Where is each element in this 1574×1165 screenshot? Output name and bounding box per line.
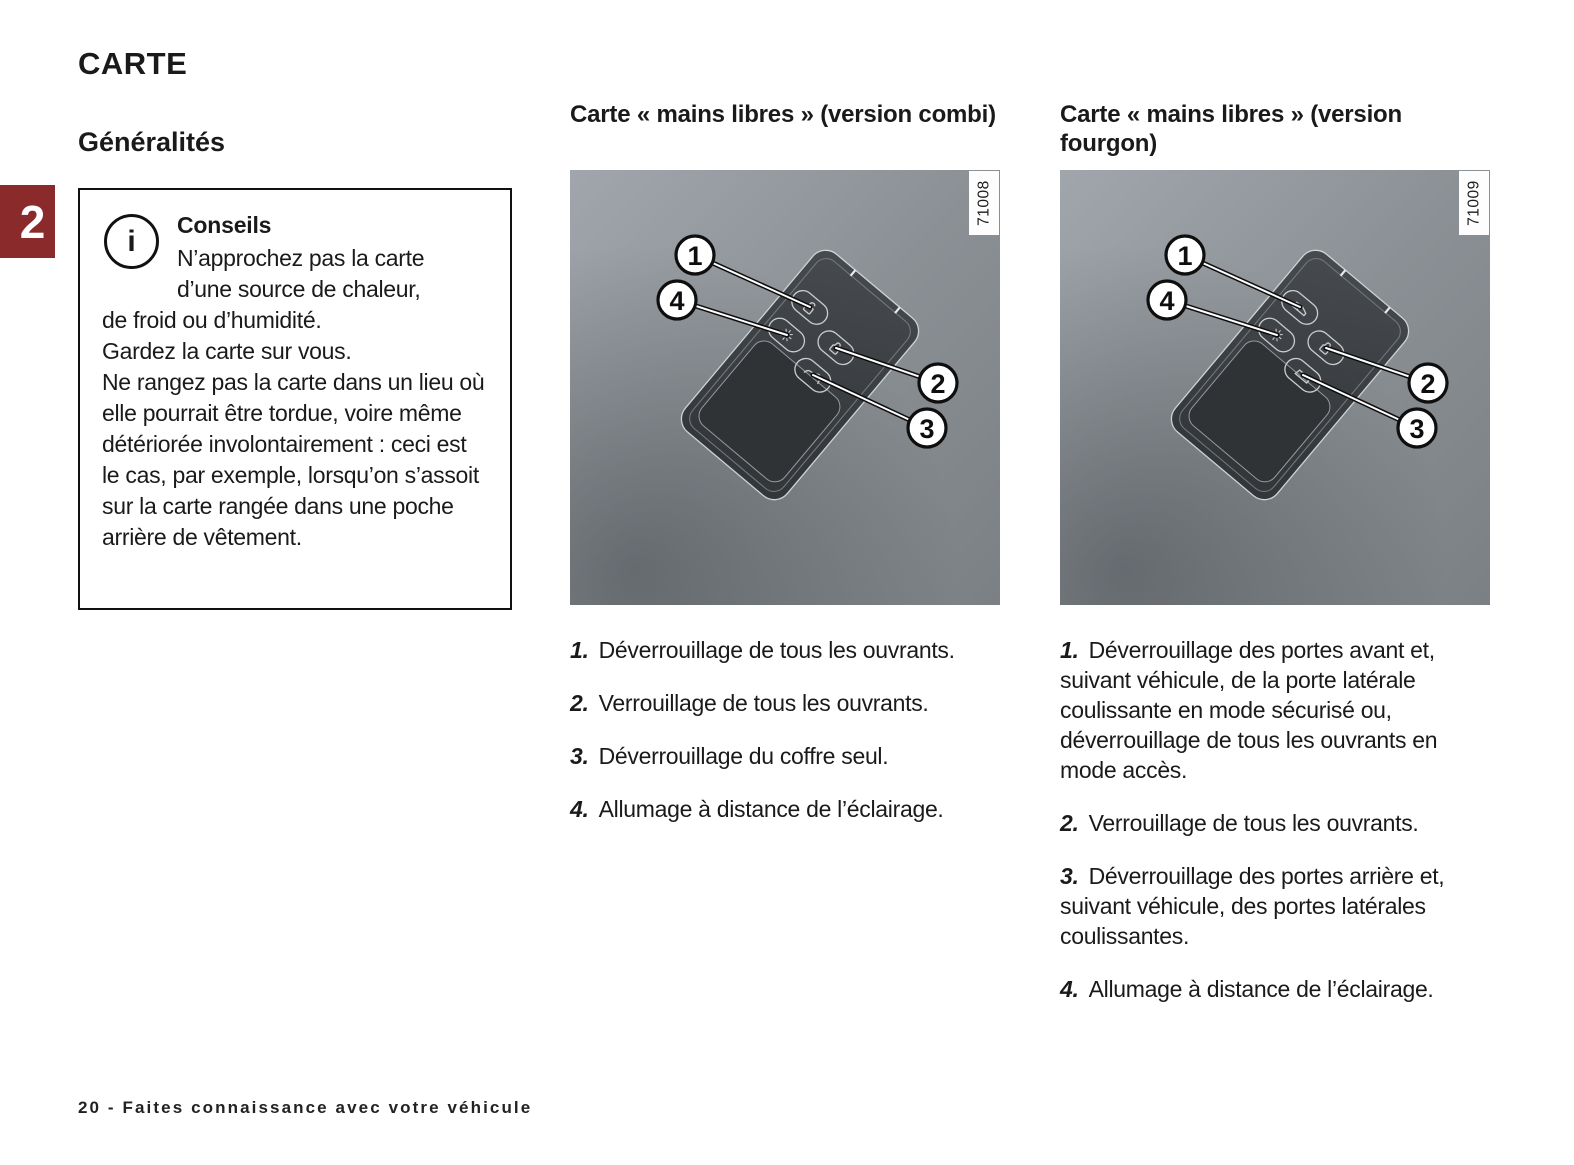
callout-4-label: 4	[669, 286, 685, 316]
tip-text-line: Ne rangez pas la carte dans un lieu où elle pourrait être tordue, voire même détériorée involontairement : ceci est le cas, par exemple, lorsqu’on s’assoit sur la carte rangée dans une poche arrière de vêtement.	[102, 369, 485, 550]
item-number: 4.	[1060, 976, 1079, 1002]
column-heading-combi: Carte « mains libres » (version combi)	[570, 101, 996, 128]
item-number: 3.	[570, 743, 589, 769]
page-title: CARTE	[78, 46, 188, 81]
list-item	[1060, 635, 1496, 785]
keycard-figure-fourgon	[1060, 170, 1490, 605]
tip-box-header	[102, 210, 488, 305]
item-text: Verrouillage de tous les ouvrants.	[1088, 810, 1419, 836]
item-number: 1.	[570, 637, 589, 663]
info-icon: i	[104, 214, 159, 269]
tip-box-title: Conseils	[177, 212, 272, 238]
tip-text-line: N’approchez pas la carte	[177, 245, 425, 271]
list-item	[570, 688, 1002, 718]
item-text: Verrouillage de tous les ouvrants.	[598, 690, 929, 716]
item-text: Déverrouillage du coffre seul.	[598, 743, 889, 769]
section-title: Généralités	[78, 127, 226, 157]
callout-3-label: 3	[919, 414, 935, 444]
column-heading-fourgon: Carte « mains libres » (version fourgon)	[1060, 101, 1402, 157]
list-item	[1060, 861, 1496, 951]
svg-text:71009: 71009	[1465, 180, 1483, 226]
callout-4-label: 4	[1159, 286, 1175, 316]
item-text: Déverrouillage des portes avant et, suivant véhicule, de la porte latérale coulissante en mode sécurisé ou, déverrouillage de tous les ouvrants en mode accès.	[1060, 637, 1438, 783]
keycard-figure-combi	[570, 170, 1000, 605]
item-text: Allumage à distance de l’éclairage.	[598, 796, 944, 822]
list-item	[570, 741, 1002, 771]
callout-1-label: 1	[1177, 241, 1193, 271]
list-item	[1060, 974, 1496, 1004]
tip-box-intro	[177, 210, 424, 305]
keycard-photo-combi	[570, 170, 1000, 605]
chapter-tab: 2	[0, 185, 55, 258]
item-text: Déverrouillage de tous les ouvrants.	[598, 637, 955, 663]
item-text: Allumage à distance de l’éclairage.	[1088, 976, 1434, 1002]
list-item	[570, 794, 1002, 824]
item-list-combi	[570, 612, 1002, 839]
item-number: 4.	[570, 796, 589, 822]
callout-2-label: 2	[1420, 369, 1436, 399]
callout-2-label: 2	[930, 369, 946, 399]
item-number: 2.	[1060, 810, 1079, 836]
keycard-photo-fourgon	[1060, 170, 1490, 605]
tip-text-line: Gardez la carte sur vous.	[102, 338, 352, 364]
tip-text-line: de froid ou d’humidité.	[102, 307, 322, 333]
item-list-fourgon	[1060, 612, 1496, 1019]
item-text: Déverrouillage des portes arrière et, suivant véhicule, des portes latérales coulissantes.	[1060, 863, 1445, 949]
item-number: 2.	[570, 690, 589, 716]
page-footer: 20 - Faites connaissance avec votre véhicule	[78, 1098, 533, 1117]
tip-text-line: d’une source de chaleur,	[177, 276, 421, 302]
callout-1-label: 1	[687, 241, 703, 271]
svg-text:71008: 71008	[975, 180, 993, 226]
tip-box	[78, 188, 512, 610]
callout-3-label: 3	[1409, 414, 1425, 444]
figure-id-label	[969, 171, 999, 235]
item-number: 3.	[1060, 863, 1079, 889]
list-item	[570, 635, 1002, 665]
list-item	[1060, 808, 1496, 838]
item-number: 1.	[1060, 637, 1079, 663]
figure-id-label	[1459, 171, 1489, 235]
